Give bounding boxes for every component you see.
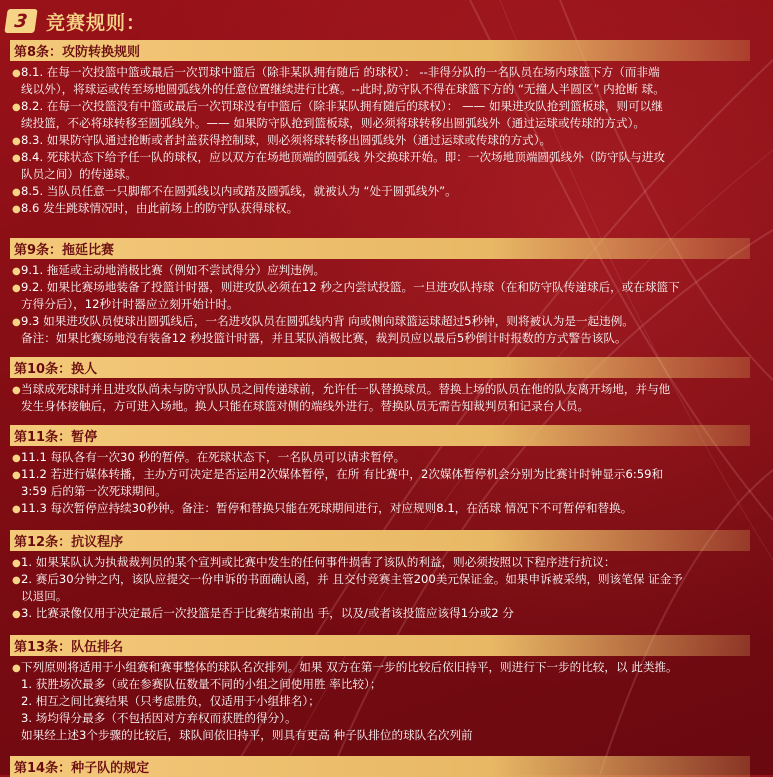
section-title-s13: 第13条：队伍排名 bbox=[10, 635, 750, 656]
rule-text: 11.3 每次暂停应持续30秒钟。备注：暂停和替换只能在死球期间进行，对应规则8.1，在活球 情况下不可暂停和替换。 bbox=[21, 501, 633, 515]
rule-line bbox=[12, 571, 757, 589]
bullet-icon: ● bbox=[12, 575, 21, 586]
rule-text: 9.3 如果进攻队员使球出圆弧线后，一名进攻队员在圆弧线内背 向或侧向球篮运球超过5秒钟，则将被认为是一起违例。 bbox=[21, 314, 634, 328]
rule-line bbox=[12, 605, 757, 623]
rule-line bbox=[12, 279, 757, 297]
section-title-s12: 第12条：抗议程序 bbox=[10, 530, 750, 551]
rule-line bbox=[12, 81, 757, 98]
rule-line bbox=[12, 710, 757, 727]
rule-text: 发生身体接触后，方可进入场地。换人只能在球篮对侧的端线外进行。替换队员无需告知裁判员和记录台人员。 bbox=[21, 399, 590, 413]
rule-text: 8.3. 如果防守队通过抢断或者封盖获得控制球，则必须将球转移出圆弧线外（通过运球或传球的方式）。 bbox=[21, 133, 552, 147]
page-header bbox=[6, 6, 146, 36]
rule-text: 8.5. 当队员任意一只脚都不在圆弧线以内或踏及圆弧线，就被认为 “处于圆弧线外”。 bbox=[21, 184, 457, 198]
rule-line bbox=[12, 149, 757, 167]
rule-line bbox=[12, 132, 757, 150]
bullet-icon: ● bbox=[12, 385, 21, 396]
rule-text: 当球成死球时并且进攻队尚未与防守队队员之间传递球前，允许任一队替换球员。替换上场的队员在他的队友离开场地，并与他 bbox=[21, 382, 671, 396]
rule-line bbox=[12, 296, 757, 313]
bullet-icon: ● bbox=[12, 102, 21, 113]
rule-text: 11.2 若进行媒体转播，主办方可决定是否运用2次媒体暂停，在所 有比赛中，2次媒体暂停机会分别为比赛计时钟显示6:59和 bbox=[21, 467, 664, 481]
rule-text: 以退回。 bbox=[21, 589, 68, 603]
bullet-icon: ● bbox=[12, 136, 21, 147]
bullet-icon: ● bbox=[12, 283, 21, 294]
bullet-icon: ● bbox=[12, 663, 21, 674]
rule-line bbox=[12, 330, 757, 347]
section-title-s14: 第14条：种子队的规定 bbox=[10, 756, 750, 777]
rule-line bbox=[12, 64, 757, 82]
section-title-s11: 第11条：暂停 bbox=[10, 425, 750, 446]
rule-line bbox=[12, 183, 757, 201]
rule-line bbox=[12, 200, 757, 218]
bullet-icon: ● bbox=[12, 470, 21, 481]
bullet-icon: ● bbox=[12, 68, 21, 79]
rule-line bbox=[12, 381, 757, 399]
bullet-icon: ● bbox=[12, 453, 21, 464]
rule-text: 8.4. 死球状态下给予任一队的球权，应以双方在场地顶端的圆弧线 外交换球开始。即：一次场地顶端圆弧线外（防守队与进攻 bbox=[21, 150, 665, 164]
rule-text: 9.1. 拖延或主动地消极比赛（例如不尝试得分）应判违例。 bbox=[21, 263, 326, 277]
bullet-icon: ● bbox=[12, 153, 21, 164]
rule-text: 3:59 后的第一次死球期间。 bbox=[21, 484, 167, 498]
rule-text: 下列原则将适用于小组赛和赛事整体的球队名次排列。如果 双方在第一步的比较后依旧持平，则进行下一步的比较，以 此类推。 bbox=[21, 660, 678, 674]
rule-text: 线以外），将球运或传至场地圆弧线外的任意位置继续进行比赛。--此时,防守队不得在球篮下方的 “无撞人半圆区” 内抢断 球。 bbox=[21, 82, 665, 96]
rule-line bbox=[12, 554, 757, 572]
bullet-icon: ● bbox=[12, 609, 21, 620]
rule-text: 2. 相互之间比赛结果（只考虑胜负，仅适用于小组排名）； bbox=[21, 694, 320, 708]
section-title-s8: 第8条：攻防转换规则 bbox=[10, 40, 750, 61]
rule-text: 3. 比赛录像仅用于决定最后一次投篮是否于比赛结束前出 手，以及/或者该投篮应该得1分或2 分 bbox=[21, 606, 514, 620]
rule-text: 队员之间）的传递球。 bbox=[21, 167, 137, 181]
rule-text: 8.1. 在每一次投篮中篮或最后一次罚球中篮后（除非某队拥有随后 的球权）： --非得分队的一名队员在场内球篮下方（而非端 bbox=[21, 65, 660, 79]
bullet-icon: ● bbox=[12, 266, 21, 277]
rule-text: 2. 赛后30分钟之内，该队应提交一份申诉的书面确认函，并 且交付竞赛主管200美元保证金。如果申诉被采纳，则该笔保 证金予 bbox=[21, 572, 683, 586]
rule-line bbox=[12, 727, 757, 744]
rule-text: 备注：如果比赛场地没有装备12 秒投篮计时器，并且某队消极比赛，裁判员应以最后5秒倒计时报数的方式警告该队。 bbox=[21, 331, 627, 345]
rule-text: 9.2. 如果比赛场地装备了投篮计时器，则进攻队必须在12 秒之内尝试投篮。一旦进攻队持球（在和防守队传递球后，或在球篮下 bbox=[21, 280, 680, 294]
rule-line bbox=[12, 588, 757, 605]
page-title: 竞赛规则： bbox=[46, 11, 147, 34]
rule-line bbox=[12, 500, 757, 518]
bullet-icon: ● bbox=[12, 204, 21, 215]
rule-text: 1. 获胜场次最多（或在参赛队伍数量不同的小组之间使用胜 率比较）； bbox=[21, 677, 382, 691]
rule-text: 3. 场均得分最多（不包括因对方弃权而获胜的得分）。 bbox=[21, 711, 297, 725]
rule-line bbox=[12, 449, 757, 467]
section-title-s9: 第9条：拖延比赛 bbox=[10, 238, 750, 259]
rule-text: 8.2. 在每一次投篮没有中篮或最后一次罚球没有中篮后（除非某队拥有随后的球权）： —— 如果进攻队抢到篮板球，则可以继 bbox=[21, 99, 663, 113]
chapter-number-badge: 3 bbox=[4, 9, 37, 33]
rule-text: 1. 如果某队认为执裁裁判员的某个宣判或比赛中发生的任何事件损害了该队的利益，则必须按照以下程序进行抗议： bbox=[21, 555, 616, 569]
rule-line bbox=[12, 262, 757, 280]
section-title-s10: 第10条：换人 bbox=[10, 357, 750, 378]
rule-text: 如果经上述3个步骤的比较后，球队间依旧持平，则具有更高 种子队排位的球队名次列前 bbox=[21, 728, 473, 742]
rule-line bbox=[12, 693, 757, 710]
rule-text: 11.1 每队各有一次30 秒的暂停。在死球状态下，一名队员可以请求暂停。 bbox=[21, 450, 406, 464]
bullet-icon: ● bbox=[12, 187, 21, 198]
rule-line bbox=[12, 398, 757, 415]
rule-text: 方得分后），12秒计时器应立刻开始计时。 bbox=[21, 297, 239, 311]
bullet-icon: ● bbox=[12, 317, 21, 328]
bullet-icon: ● bbox=[12, 558, 21, 569]
rule-line bbox=[12, 659, 757, 677]
rule-line bbox=[12, 166, 757, 183]
bullet-icon: ● bbox=[12, 504, 21, 515]
rule-text: 续投篮，不必将球转移至圆弧线外。—— 如果防守队抢到篮板球，则必须将球转移出圆弧线外（通过运球或传球的方式）。 bbox=[21, 116, 645, 130]
rule-line bbox=[12, 466, 757, 484]
rule-line bbox=[12, 313, 757, 331]
rule-line bbox=[12, 676, 757, 693]
rule-text: 8.6 发生跳球情况时，由此前场上的防守队获得球权。 bbox=[21, 201, 299, 215]
rule-line bbox=[12, 483, 757, 500]
rule-line bbox=[12, 98, 757, 116]
rule-line bbox=[12, 115, 757, 132]
